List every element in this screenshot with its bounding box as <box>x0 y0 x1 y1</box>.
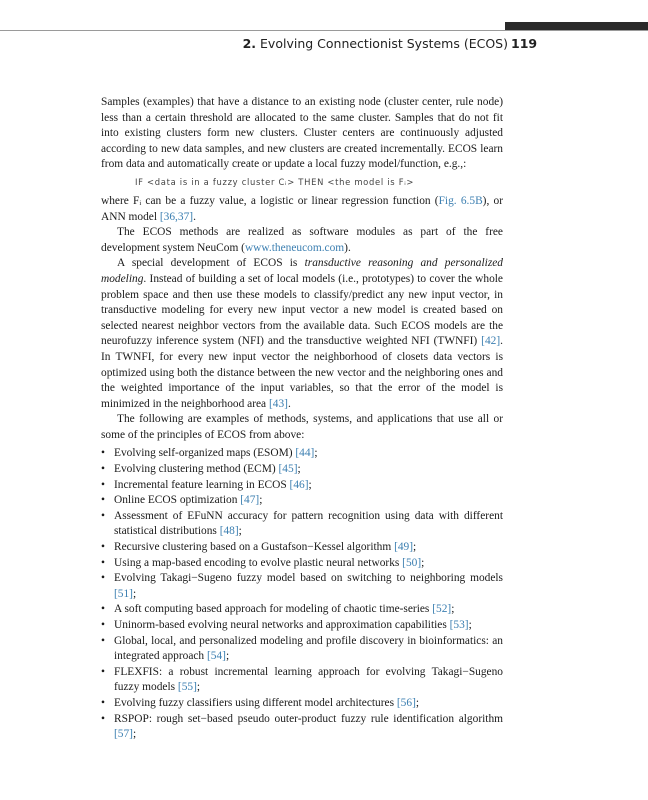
list-item: • Online ECOS optimization [47]; <box>101 493 503 509</box>
bullet: • <box>101 447 105 460</box>
list-item: • Uninorm-based evolving neural networks and approximation capabilities [53]; <box>101 618 503 634</box>
page-number: 119 <box>511 36 538 51</box>
bullet: • <box>101 619 105 631</box>
paragraph-5: The following are examples of methods, systems, and applications that use all or some of the principles of ECOS from above: <box>101 413 503 441</box>
header-rule <box>0 30 648 31</box>
citation-link[interactable]: [56] <box>396 696 416 709</box>
running-header <box>243 36 508 51</box>
ecos-examples-list <box>101 446 503 742</box>
citation-link[interactable]: [44] <box>295 447 315 460</box>
citation-link[interactable]: [36,37] <box>159 210 194 223</box>
citation-link[interactable]: [43] <box>268 397 288 410</box>
list-item: • Evolving clustering method (ECM) [45]; <box>101 462 503 478</box>
list-item: • Global, local, and personalized modeling and profile discovery in bioinformatics: an integrated approach [54]; <box>101 634 503 663</box>
citation-link[interactable]: [54] <box>206 650 226 663</box>
citation-link[interactable]: [50] <box>402 556 422 569</box>
citation-link[interactable]: [49] <box>394 541 414 554</box>
list-item: • A soft computing based approach for modeling of chaotic time-series [52]; <box>101 602 503 618</box>
citation-link[interactable]: [48] <box>219 525 239 538</box>
list-item: • Incremental feature learning in ECOS [46]; <box>101 478 503 494</box>
emphasis-term: transductive reasoning and personalized modeling <box>101 257 504 285</box>
chapter-title: Evolving Connectionist Systems (ECOS) <box>260 36 508 51</box>
bullet: • <box>101 556 105 569</box>
bullet: • <box>101 696 105 709</box>
list-item: • FLEXFIS: a robust incremental learning approach for evolving Takagi−Sugeno fuzzy models [55]; <box>101 665 503 694</box>
list-item: • Evolving self-organized maps (ESOM) [44]; <box>101 446 503 462</box>
bullet: • <box>101 712 105 725</box>
paragraph-2: where Fᵢ can be a fuzzy value, a logistic or linear regression function (Fig. 6.5B), or ANN model [36,37]. <box>101 194 503 223</box>
list-item: • Assessment of EFuNN accuracy for pattern recognition using data with different statistical distributions [48]; <box>101 509 503 538</box>
citation-link[interactable]: [45] <box>278 463 298 476</box>
list-item: • Evolving Takagi−Sugeno fuzzy model based on switching to neighboring models [51]; <box>101 572 503 600</box>
bullet: • <box>101 634 105 647</box>
chapter-number: 2. <box>242 36 257 51</box>
list-item: • Recursive clustering based on a Gustafson−Kessel algorithm [49]; <box>101 540 503 556</box>
citation-link[interactable]: [51] <box>114 587 133 600</box>
paragraph-3: The ECOS methods are realized as software modules as part of the free development system NeuCom (www.theneucom.com). <box>101 226 503 254</box>
paragraph-4: A special development of ECOS is transductive reasoning and personalized modeling. Instead of building a set of local models (i.e., prototypes) to cover the whole problem space and then use these models to classify/predict any new input vector, in transductive modeling for every new input vector a new model is created based on selected nearest neighbor vectors from the available data. Such ECOS models are the neurofuzzy inference system (NFI) and the transductive weighted NFI (TWNFI) [42]. In TWNFI, for every new input vector the neighborhood of closets data vectors is optimized using both the distance between the new vector and the neighboring ones and the weighted importance of the input variables, so that the error of the model is minimized in the neighborhood area [43]. <box>101 257 504 410</box>
citation-link[interactable]: [42] <box>481 335 501 348</box>
list-item: • Using a map-based encoding to evolve plastic neural networks [50]; <box>101 556 503 572</box>
list-item: • Evolving fuzzy classifiers using different model architectures [56]; <box>101 696 503 712</box>
citation-link[interactable]: [57] <box>114 728 133 741</box>
paragraph-1: Samples (examples) that have a distance to an existing node (cluster center, rule node) less than a certain threshold are allocated to the same cluster. Samples that do not fit into existing clusters form new clusters. Cluster centers are continuously adjusted according to new data samples, and new clusters are created incrementally. ECOS learn from data and automatically create or update a local fuzzy model/function, e.g.,: <box>101 96 503 171</box>
citation-link[interactable]: [46] <box>289 478 309 491</box>
list-item: • RSPOP: rough set−based pseudo outer-product fuzzy rule identification algorithm [57]; <box>101 712 503 741</box>
bullet: • <box>101 509 105 522</box>
bullet: • <box>101 665 105 678</box>
citation-link[interactable]: [53] <box>449 619 469 631</box>
citation-link[interactable]: [47] <box>240 494 260 507</box>
figure-link[interactable]: Fig. 6.5B <box>438 194 483 207</box>
bullet: • <box>101 494 105 507</box>
bullet: • <box>101 541 105 554</box>
bullet: • <box>101 478 105 491</box>
bullet: • <box>101 572 105 585</box>
bullet: • <box>101 463 105 476</box>
bullet: • <box>101 603 105 616</box>
rule-formula: IF <data is in a fuzzy cluster Cᵢ> THEN <the model is Fᵢ> <box>135 176 415 187</box>
citation-link[interactable]: [52] <box>432 603 452 616</box>
body-text <box>101 95 503 743</box>
citation-link[interactable]: [55] <box>177 681 197 694</box>
website-link[interactable]: www.theneucom.com <box>244 241 345 254</box>
